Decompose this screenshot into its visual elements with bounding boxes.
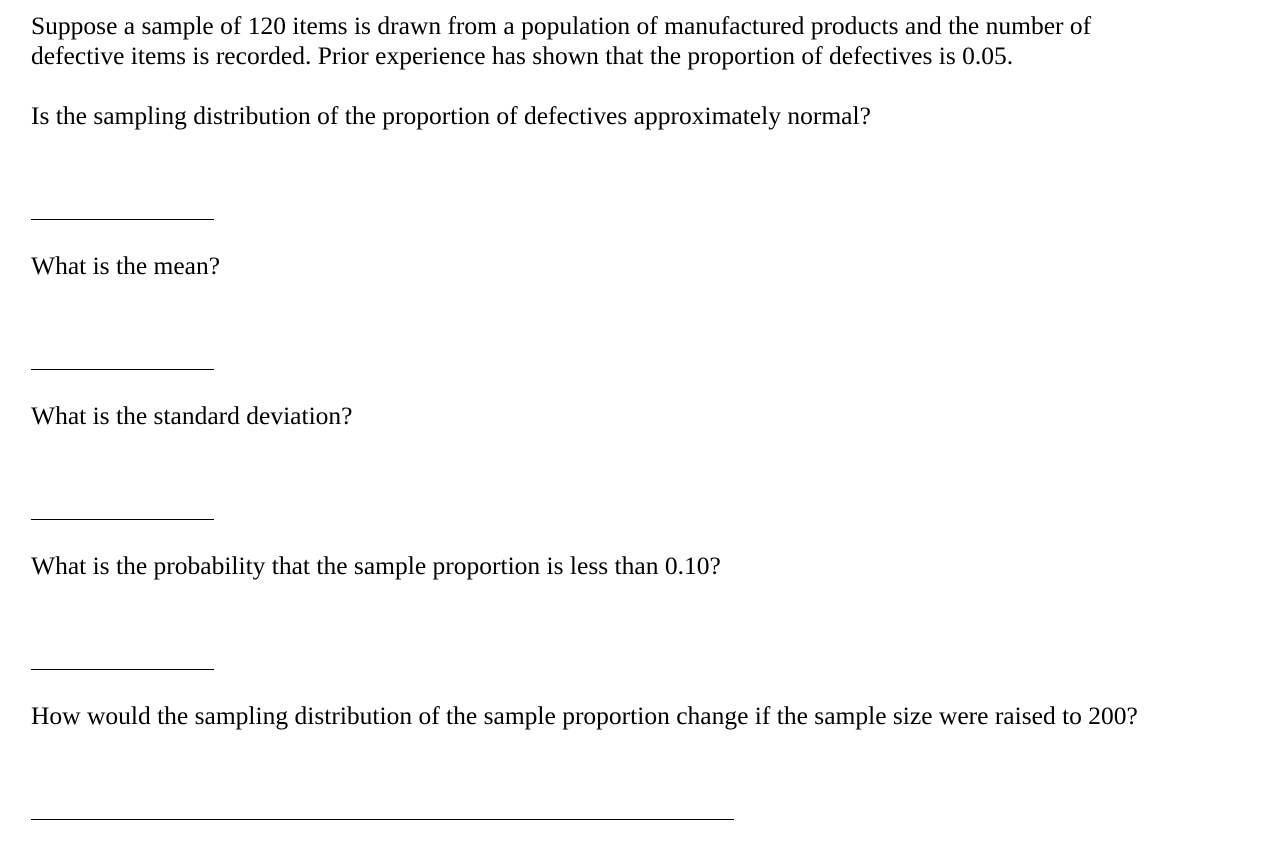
answer-blank-4[interactable] (31, 669, 214, 670)
intro-line-2: defective items is recorded. Prior experience has shown that the proportion of defectives is 0.05. (31, 41, 1014, 70)
answer-blank-2[interactable] (31, 369, 214, 370)
answer-blank-1[interactable] (31, 219, 214, 220)
question-3-standard-deviation: What is the standard deviation? (31, 401, 353, 430)
answer-blank-3[interactable] (31, 519, 214, 520)
question-2-mean: What is the mean? (31, 251, 221, 280)
answer-blank-5[interactable] (31, 819, 734, 820)
problem-statement (31, 11, 1231, 71)
question-5-sample-size-change: How would the sampling distribution of the sample proportion change if the sample size were raised to 200? (31, 701, 1138, 730)
intro-line-1: Suppose a sample of 120 items is drawn from a population of manufactured products and the number of (31, 11, 1092, 40)
question-1-normality: Is the sampling distribution of the proportion of defectives approximately normal? (31, 101, 871, 130)
intro-paragraph (31, 11, 1231, 71)
question-4-probability: What is the probability that the sample proportion is less than 0.10? (31, 551, 721, 580)
